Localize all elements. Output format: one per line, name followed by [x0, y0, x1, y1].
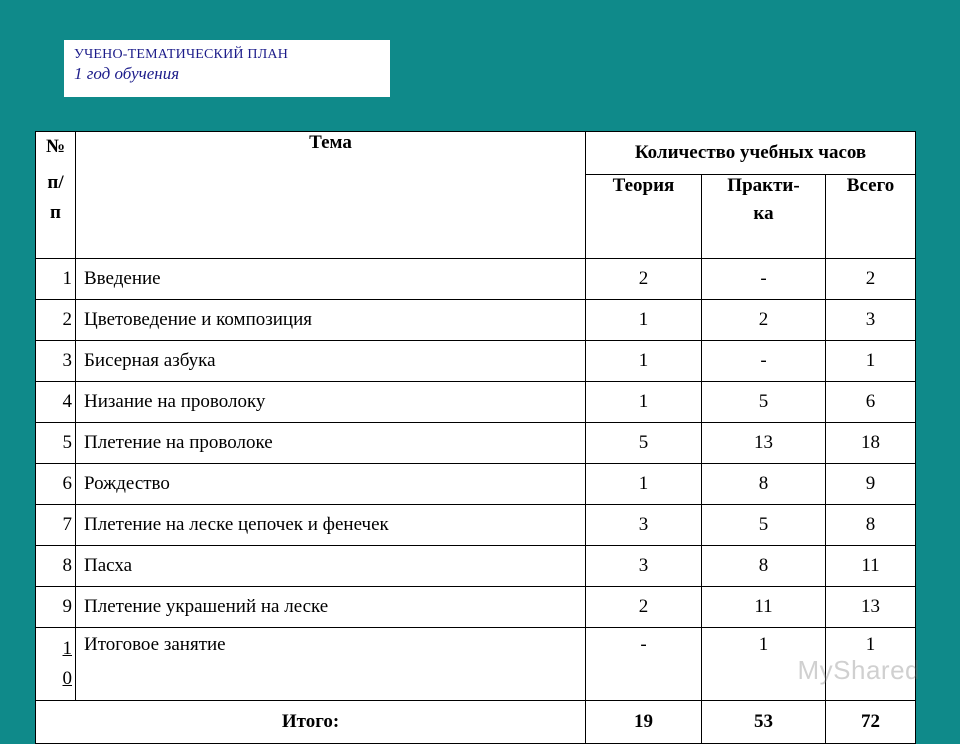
- table-body: [36, 259, 916, 628]
- row-total: 8: [826, 505, 916, 546]
- row-theory: 3: [586, 505, 702, 546]
- row-practice: 8: [702, 546, 826, 587]
- row-total: 1: [826, 628, 916, 701]
- totals-practice: 53: [702, 701, 826, 744]
- row-total: 11: [826, 546, 916, 587]
- table-row: [36, 505, 916, 546]
- row-topic: Цветоведение и композиция: [76, 300, 586, 341]
- num-header: [36, 132, 76, 259]
- table-row: [36, 341, 916, 382]
- row-practice: 5: [702, 382, 826, 423]
- row-num: 3: [36, 341, 76, 382]
- table-row: [36, 259, 916, 300]
- row-theory: 1: [586, 382, 702, 423]
- row-total: 18: [826, 423, 916, 464]
- table-row-final: [36, 628, 916, 701]
- row-practice: -: [702, 259, 826, 300]
- table-row: [36, 300, 916, 341]
- row-topic: Введение: [76, 259, 586, 300]
- practice-header-line1: Практи-: [727, 175, 800, 196]
- row-num-line1: 1: [62, 638, 72, 659]
- row-theory: 2: [586, 259, 702, 300]
- row-practice: -: [702, 341, 826, 382]
- hours-header: Количество учебных часов: [586, 132, 916, 175]
- theory-header: Теория: [586, 175, 702, 259]
- total-header: Всего: [826, 175, 916, 259]
- row-total: 1: [826, 341, 916, 382]
- row-theory: 1: [586, 300, 702, 341]
- num-header-line3: п: [50, 202, 61, 223]
- row-total: 9: [826, 464, 916, 505]
- row-num-line2: 0: [62, 668, 72, 689]
- row-theory: 2: [586, 587, 702, 628]
- table-row: [36, 587, 916, 628]
- num-header-line1: №: [45, 136, 66, 157]
- row-topic: Плетение на леске цепочек и фенечек: [76, 505, 586, 546]
- table-row: [36, 423, 916, 464]
- plan-subtitle: 1 год обучения: [74, 64, 180, 83]
- row-num: 9: [36, 587, 76, 628]
- row-num: [36, 628, 76, 701]
- totals-total: 72: [826, 701, 916, 744]
- row-num: 4: [36, 382, 76, 423]
- row-theory: 1: [586, 341, 702, 382]
- row-topic: Бисерная азбука: [76, 341, 586, 382]
- table-row: [36, 464, 916, 505]
- totals-row: [36, 701, 916, 744]
- practice-header-line2: ка: [753, 203, 774, 224]
- row-practice: 13: [702, 423, 826, 464]
- row-practice: 1: [702, 628, 826, 701]
- row-practice: 11: [702, 587, 826, 628]
- row-theory: -: [586, 628, 702, 701]
- table-row: [36, 382, 916, 423]
- plan-title-box: [64, 40, 390, 97]
- row-theory: 1: [586, 464, 702, 505]
- row-topic: Плетение украшений на леске: [76, 587, 586, 628]
- row-total: 13: [826, 587, 916, 628]
- row-topic: Итоговое занятие: [76, 628, 586, 701]
- topic-header: Тема: [76, 132, 586, 259]
- totals-theory: 19: [586, 701, 702, 744]
- row-topic: Плетение на проволоке: [76, 423, 586, 464]
- row-num: 2: [36, 300, 76, 341]
- row-num: 7: [36, 505, 76, 546]
- totals-label: Итого:: [36, 701, 586, 744]
- practice-header: [702, 175, 826, 259]
- row-theory: 3: [586, 546, 702, 587]
- row-num: 1: [36, 259, 76, 300]
- row-theory: 5: [586, 423, 702, 464]
- curriculum-table: [35, 131, 916, 744]
- row-total: 2: [826, 259, 916, 300]
- row-topic: Рождество: [76, 464, 586, 505]
- row-total: 6: [826, 382, 916, 423]
- table-row: [36, 546, 916, 587]
- row-num: 8: [36, 546, 76, 587]
- plan-title: УЧЕНО-ТЕМАТИЧЕСКИЙ ПЛАН: [74, 47, 289, 62]
- row-practice: 8: [702, 464, 826, 505]
- row-practice: 5: [702, 505, 826, 546]
- row-num: 6: [36, 464, 76, 505]
- table-header-row: [36, 132, 916, 175]
- row-num: 5: [36, 423, 76, 464]
- row-total: 3: [826, 300, 916, 341]
- row-topic: Пасха: [76, 546, 586, 587]
- num-header-line2: п/: [47, 172, 64, 193]
- row-topic: Низание на проволоку: [76, 382, 586, 423]
- row-practice: 2: [702, 300, 826, 341]
- watermark-logo: MyShared: [797, 655, 920, 685]
